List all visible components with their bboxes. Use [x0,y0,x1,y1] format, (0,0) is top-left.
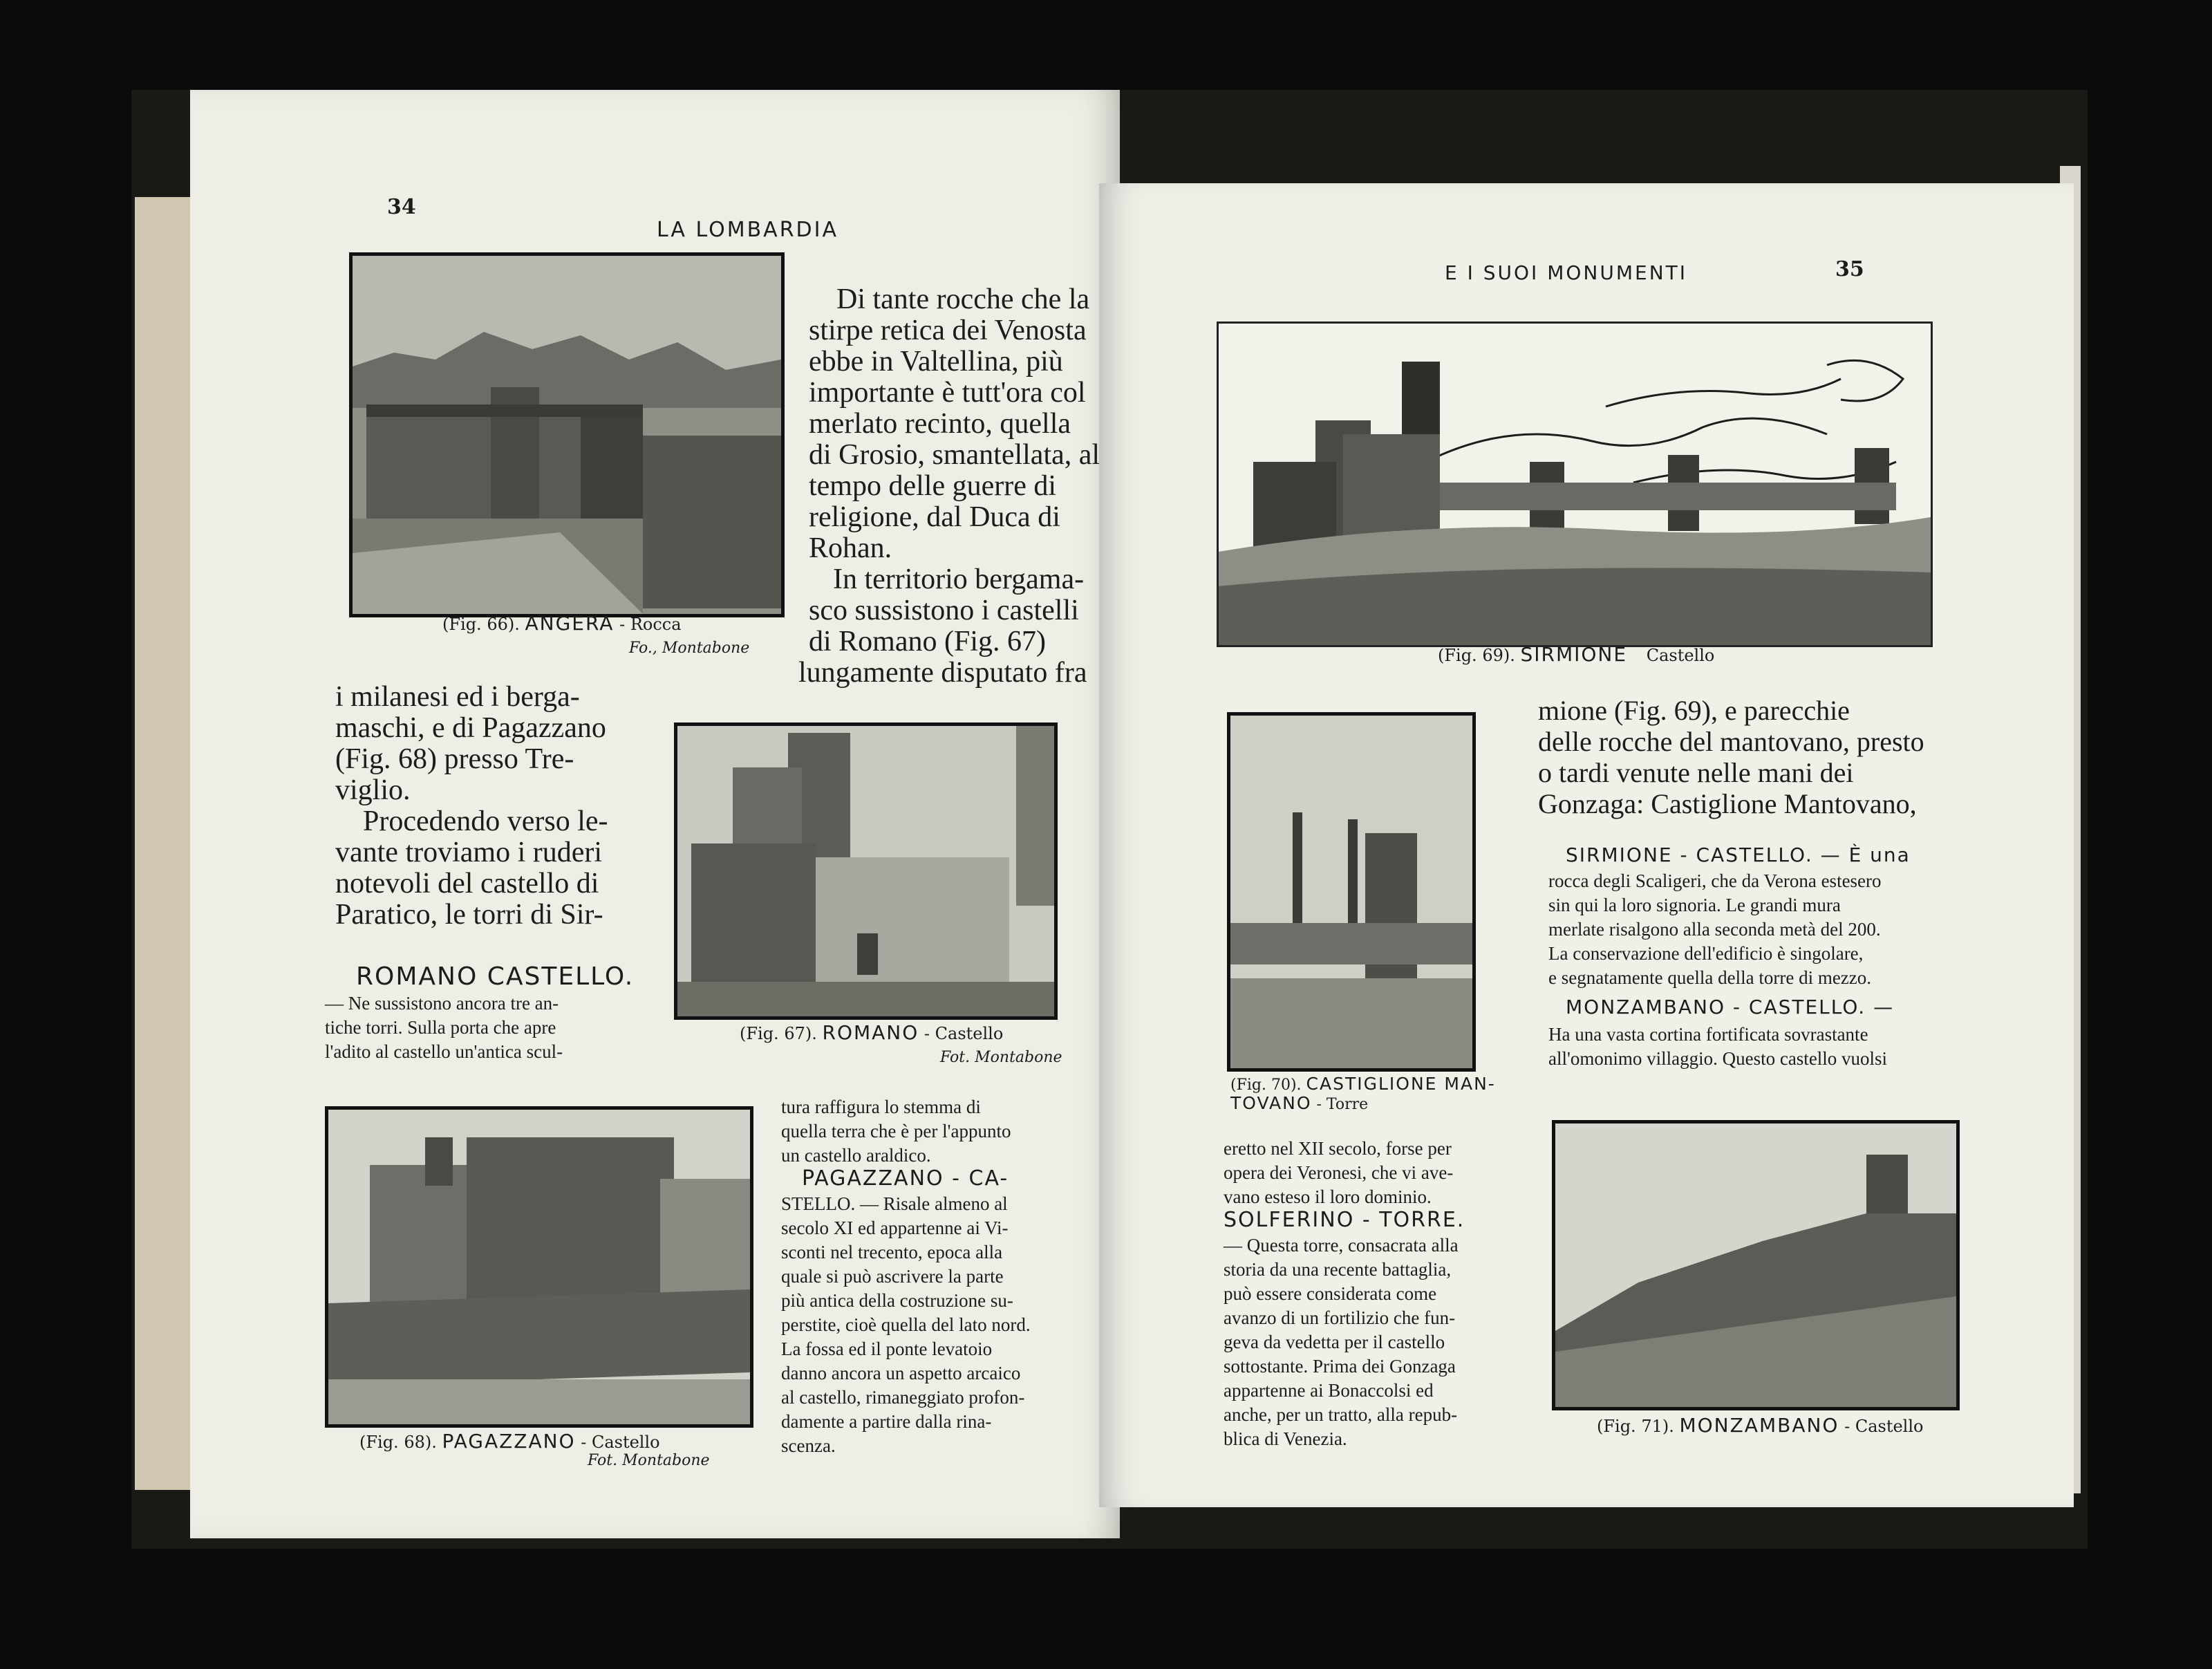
text-line: notevoli del castello di [335,868,599,899]
pagazzano-heading: PAGAZZANO - CA- [802,1166,1009,1191]
fig66-photo [349,252,785,617]
text-line: l'adito al castello un'antica scul- [325,1041,563,1062]
text-line: anche, per un tratto, alla repub- [1224,1404,1458,1425]
left-running-head: LA LOMBARDIA [657,218,839,242]
fig70-place: CASTIGLIONE MAN- [1306,1074,1496,1094]
text-line: STELLO. — Risale almeno al [781,1193,1008,1214]
text-line: delle rocche del mantovano, presto [1538,726,1924,757]
text-line: secolo XI ed appartenne ai Vi- [781,1218,1009,1238]
text-line: eretto nel XII secolo, forse per [1224,1138,1452,1159]
text-line: tiche torri. Sulla porta che apre [325,1017,556,1038]
fig69-number: (Fig. 69). [1438,646,1515,665]
text-line: — Ne sussistono ancora tre an- [325,993,559,1014]
fig66-caption [442,612,682,635]
text-line: ebbe in Valtellina, più [809,346,1063,377]
text-line: appartenne ai Bonaccolsi ed [1224,1380,1434,1401]
monzambano-heading: MONZAMBANO - CASTELLO. — [1566,996,1895,1018]
fig67-desc: - Castello [924,1024,1004,1043]
text-line: di Grosio, smantellata, al [809,439,1100,471]
text-line: importante è tutt'ora col [809,377,1086,409]
text-line: — Questa torre, consacrata alla [1224,1235,1459,1256]
text-line: può essere considerata come [1224,1283,1437,1304]
text-line: religione, dal Duca di [809,501,1060,533]
text-line: Rohan. [809,532,892,564]
fig70-photo [1227,712,1476,1072]
fig69-drawing [1217,321,1933,647]
fig71-number: (Fig. 71). [1597,1417,1674,1436]
text-line: geva da vedetta per il castello [1224,1332,1445,1352]
text-line: di Romano (Fig. 67) [809,626,1046,658]
fig68-place: PAGAZZANO [442,1430,576,1453]
fig71-place: MONZAMBANO [1679,1414,1839,1437]
text-line: Di tante rocche che la [836,283,1090,315]
text-line: sco sussistono i castelli [809,595,1079,626]
fig66-desc: - Rocca [619,615,682,634]
text-line: all'omonimo villaggio. Questo castello vuolsi [1548,1048,1888,1069]
fig70-desc: - Torre [1316,1096,1369,1113]
text-line: Ha una vasta cortina fortificata sovrastante [1548,1024,1868,1045]
text-line: blica di Venezia. [1224,1428,1347,1449]
text-line: sottostante. Prima dei Gonzaga [1224,1356,1456,1377]
left-cover-edge [135,197,190,1490]
text-line: vano esteso il loro dominio. [1224,1186,1432,1207]
fig68-photo [325,1106,753,1428]
text-line: La fossa ed il ponte levatoio [781,1339,993,1359]
text-line: vante troviamo i ruderi [335,837,603,868]
text-line: i milanesi ed i berga- [335,681,580,713]
sirmione-heading: SIRMIONE - CASTELLO. — È una [1566,843,1911,866]
fig71-photo [1552,1120,1960,1410]
fig68-credit: Fot. Montabone [588,1452,710,1469]
text-line: storia da una recente battaglia, [1224,1259,1452,1280]
text-line: (Fig. 68) presso Tre- [335,743,574,775]
text-line: mione (Fig. 69), e parecchie [1538,695,1850,726]
fig67-caption [740,1021,1003,1044]
fig69-place: SIRMIONE [1520,643,1628,666]
fig66-place: ANGERA [525,612,615,635]
fig70-place-cont: TOVANO [1230,1093,1312,1113]
fig68-caption [359,1430,660,1453]
solferino-heading: SOLFERINO - TORRE. [1224,1208,1465,1232]
text-line: Procedendo verso le- [363,805,608,837]
text-line: rocca degli Scaligeri, che da Verona estesero [1548,870,1882,891]
text-line: sconti nel trecento, epoca alla [781,1242,1003,1262]
fig66-credit: Fo., Montabone [629,640,750,657]
fig70-number: (Fig. 70). [1230,1076,1302,1094]
right-page-number: 35 [1835,257,1864,281]
fig71-desc: - Castello [1844,1417,1924,1436]
text-line: lungamente disputato fra [798,657,1087,689]
text-line: sin qui la loro signoria. Le grandi mura [1548,895,1841,915]
text-line: viglio. [335,774,411,806]
text-line: al castello, rimaneggiato profon- [781,1387,1025,1408]
text-line: merlate risalgono alla seconda metà del 200. [1548,919,1881,940]
fig67-photo [674,722,1058,1020]
romano-heading: ROMANO CASTELLO. [356,962,635,991]
text-line: La conservazione dell'edificio è singolare, [1548,943,1864,964]
fig69-caption [1438,643,1714,666]
text-line: Paratico, le torri di Sir- [335,899,603,931]
fig67-number: (Fig. 67). [740,1024,817,1043]
text-line: o tardi venute nelle mani dei [1538,757,1854,788]
text-line: avanzo di un fortilizio che fun- [1224,1307,1456,1328]
left-page-number: 34 [387,195,416,219]
text-line: tempo delle guerre di [809,470,1057,502]
text-line: merlato recinto, quella [809,408,1071,440]
fig70-caption [1230,1075,1496,1114]
text-line: e segnatamente quella della torre di mezzo. [1548,967,1872,988]
fig69-desc: Castello [1646,646,1715,665]
text-line: più antica della costruzione su- [781,1290,1013,1311]
text-line: opera dei Veronesi, che vi ave- [1224,1162,1454,1183]
text-line: danno ancora un aspetto arcaico [781,1363,1021,1383]
text-line: tura raffigura lo stemma di [781,1097,981,1117]
text-line: stirpe retica dei Venosta [809,315,1087,346]
right-running-head: E I SUOI MONUMENTI [1445,261,1688,284]
text-line: quale si può ascrivere la parte [781,1266,1004,1287]
text-line: perstite, cioè quella del lato nord. [781,1314,1031,1335]
text-line: In territorio bergama- [833,563,1085,595]
fig67-place: ROMANO [822,1021,919,1044]
fig66-number: (Fig. 66). [442,615,520,634]
fig71-caption [1597,1414,1923,1437]
text-line: damente a partire dalla rina- [781,1411,992,1432]
text-line: quella terra che è per l'appunto [781,1121,1011,1141]
text-line: un castello araldico. [781,1145,931,1166]
text-line: scenza. [781,1435,836,1456]
text-line: Gonzaga: Castiglione Mantovano, [1538,788,1917,819]
text-line: maschi, e di Pagazzano [335,712,606,744]
fig68-number: (Fig. 68). [359,1433,437,1452]
fig68-desc: - Castello [581,1433,660,1452]
fig67-credit: Fot. Montabone [940,1049,1062,1066]
